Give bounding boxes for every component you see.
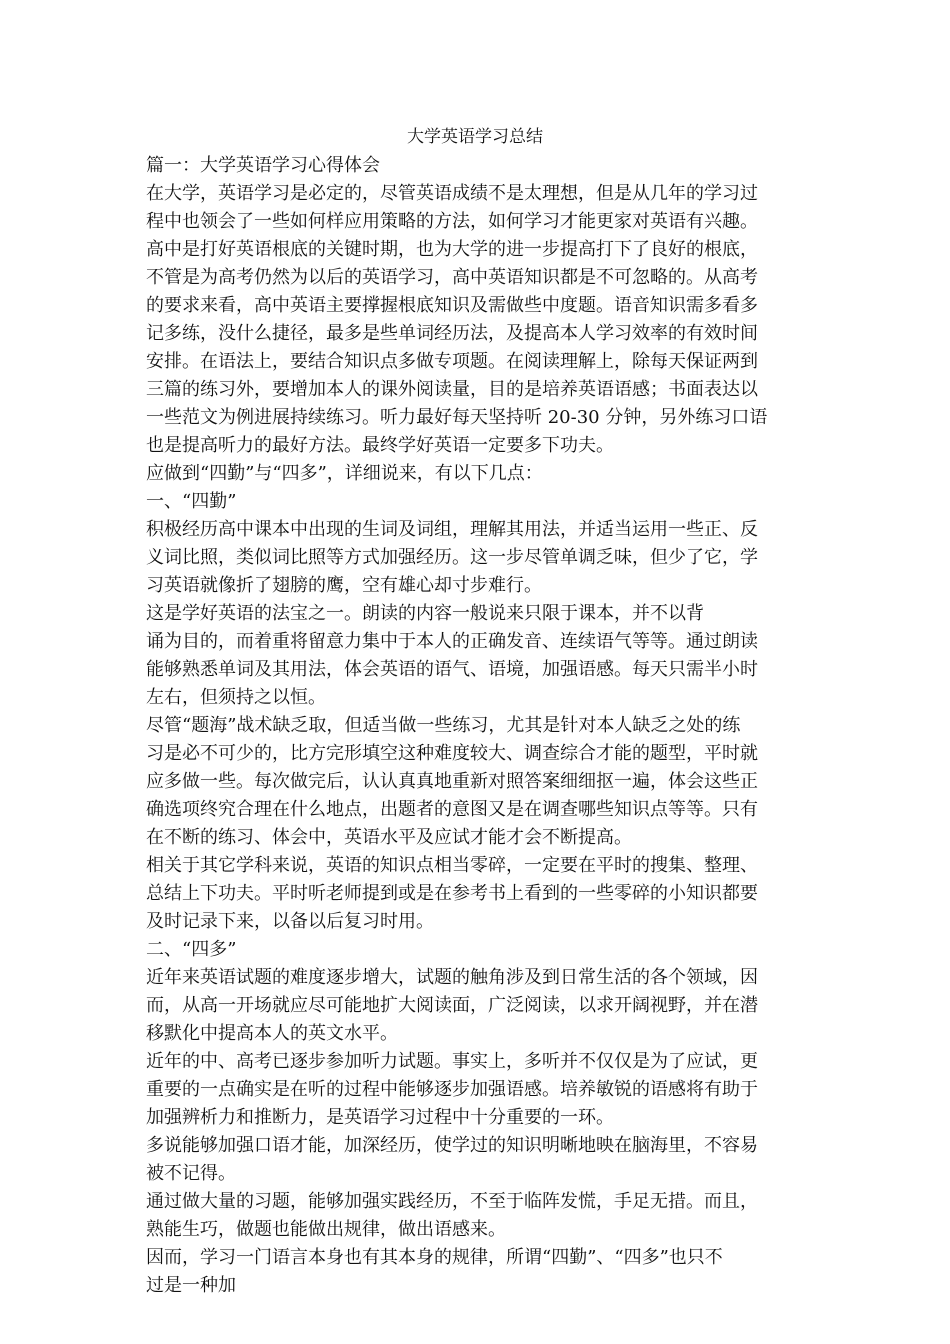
text-line: 的要求来看，高中英语主要撑握根底知识及需做些中度题。语音知识需多看多: [146, 295, 758, 316]
text-line: 在不断的练习、体会中，英语水平及应试才能才会不断提高。: [146, 827, 632, 848]
text-line: 高中是打好英语根底的关键时期，也为大学的进一步提高打下了良好的根底，: [146, 239, 758, 260]
text-line: 三篇的练习外，要增加本人的课外阅读量，目的是培养英语语感；书面表达以: [146, 379, 758, 400]
text-line: 积极经历高中课本中出现的生词及词组，理解其用法，并适当运用一些正、反: [146, 519, 758, 540]
text-line: 篇一：大学英语学习心得体会: [146, 155, 380, 176]
text-line: 不管是为高考仍然为以后的英语学习，高中英语知识都是不可忽略的。从高考: [146, 267, 758, 288]
text-line: 能够熟悉单词及其用法，体会英语的语气、语境，加强语感。每天只需半小时: [146, 659, 758, 680]
text-line: 总结上下功夫。平时听老师提到或是在参考书上看到的一些零碎的小知识都要: [146, 883, 758, 904]
text-line: 左右，但须持之以恒。: [146, 687, 326, 708]
document-page: [146, 122, 804, 1300]
text-line: 记多练，没什么捷径，最多是些单词经历法，及提高本人学习效率的有效时间: [146, 323, 758, 344]
text-line: 习是必不可少的，比方完形填空这种难度较大、调查综合才能的题型，平时就: [146, 743, 758, 764]
document-body: [146, 152, 804, 1300]
text-line: 及时记录下来，以备以后复习时用。: [146, 911, 434, 932]
text-line: 通过做大量的习题，能够加强实践经历，不至于临阵发慌，手足无措。而且，: [146, 1191, 758, 1212]
text-line: 移默化中提高本人的英文水平。: [146, 1023, 398, 1044]
document-title: 大学英语学习总结: [407, 127, 543, 147]
text-line: 过是一种加: [146, 1275, 236, 1296]
text-line: 多说能够加强口语才能，加深经历，使学过的知识明晰地映在脑海里，不容易: [146, 1135, 758, 1156]
text-line: 应做到“四勤”与“四多”，详细说来，有以下几点：: [146, 463, 543, 484]
text-line: 相关于其它学科来说，英语的知识点相当零碎，一定要在平时的搜集、整理、: [146, 855, 758, 876]
text-line: 尽管“题海”战术缺乏取，但适当做一些练习，尤其是针对本人缺乏之处的练: [146, 715, 741, 736]
text-line: 习英语就像折了翅膀的鹰，空有雄心却寸步难行。: [146, 575, 542, 596]
text-line: 安排。在语法上，要结合知识点多做专项题。在阅读理解上，除每天保证两到: [146, 351, 758, 372]
text-line: 也是提高听力的最好方法。最终学好英语一定要多下功夫。: [146, 435, 614, 456]
text-line: 程中也领会了一些如何样应用策略的方法，如何学习才能更家对英语有兴趣。: [146, 211, 758, 232]
text-line: 确选项终究合理在什么地点，出题者的意图又是在调查哪些知识点等等。只有: [146, 799, 758, 820]
text-line: 诵为目的，而着重将留意力集中于本人的正确发音、连续语气等等。通过朗读: [146, 631, 758, 652]
text-line: 加强辨析力和推断力，是英语学习过程中十分重要的一环。: [146, 1107, 614, 1128]
text-line: 被不记得。: [146, 1163, 236, 1184]
text-line: 重要的一点确实是在听的过程中能够逐步加强语感。培养敏锐的语感将有助于: [146, 1079, 758, 1100]
text-line: 因而，学习一门语言本身也有其本身的规律，所谓“四勤”、“四多”也只不: [146, 1247, 723, 1268]
text-line: 熟能生巧，做题也能做出规律，做出语感来。: [146, 1219, 506, 1240]
text-line: 一、“四勤”: [146, 491, 237, 512]
text-line: 二、“四多”: [146, 939, 237, 960]
text-line: 在大学，英语学习是必定的，尽管英语成绩不是太理想，但是从几年的学习过: [146, 183, 758, 204]
text-line: 近年来英语试题的难度逐步增大，试题的触角涉及到日常生活的各个领域，因: [146, 967, 758, 988]
text-line: 义词比照，类似词比照等方式加强经历。这一步尽管单调乏味，但少了它，学: [146, 547, 758, 568]
text-line: 应多做一些。每次做完后，认认真真地重新对照答案细细抠一遍，体会这些正: [146, 771, 758, 792]
text-line: 一些范文为例进展持续练习。听力最好每天坚持听 20-30 分钟，另外练习口语: [146, 407, 768, 428]
text-line: 近年的中、高考已逐步参加听力试题。事实上，多听并不仅仅是为了应试，更: [146, 1051, 758, 1072]
text-line: 而，从高一开场就应尽可能地扩大阅读面，广泛阅读，以求开阔视野，并在潜: [146, 995, 758, 1016]
text-line: 这是学好英语的法宝之一。朗读的内容一般说来只限于课本，并不以背: [146, 603, 704, 624]
